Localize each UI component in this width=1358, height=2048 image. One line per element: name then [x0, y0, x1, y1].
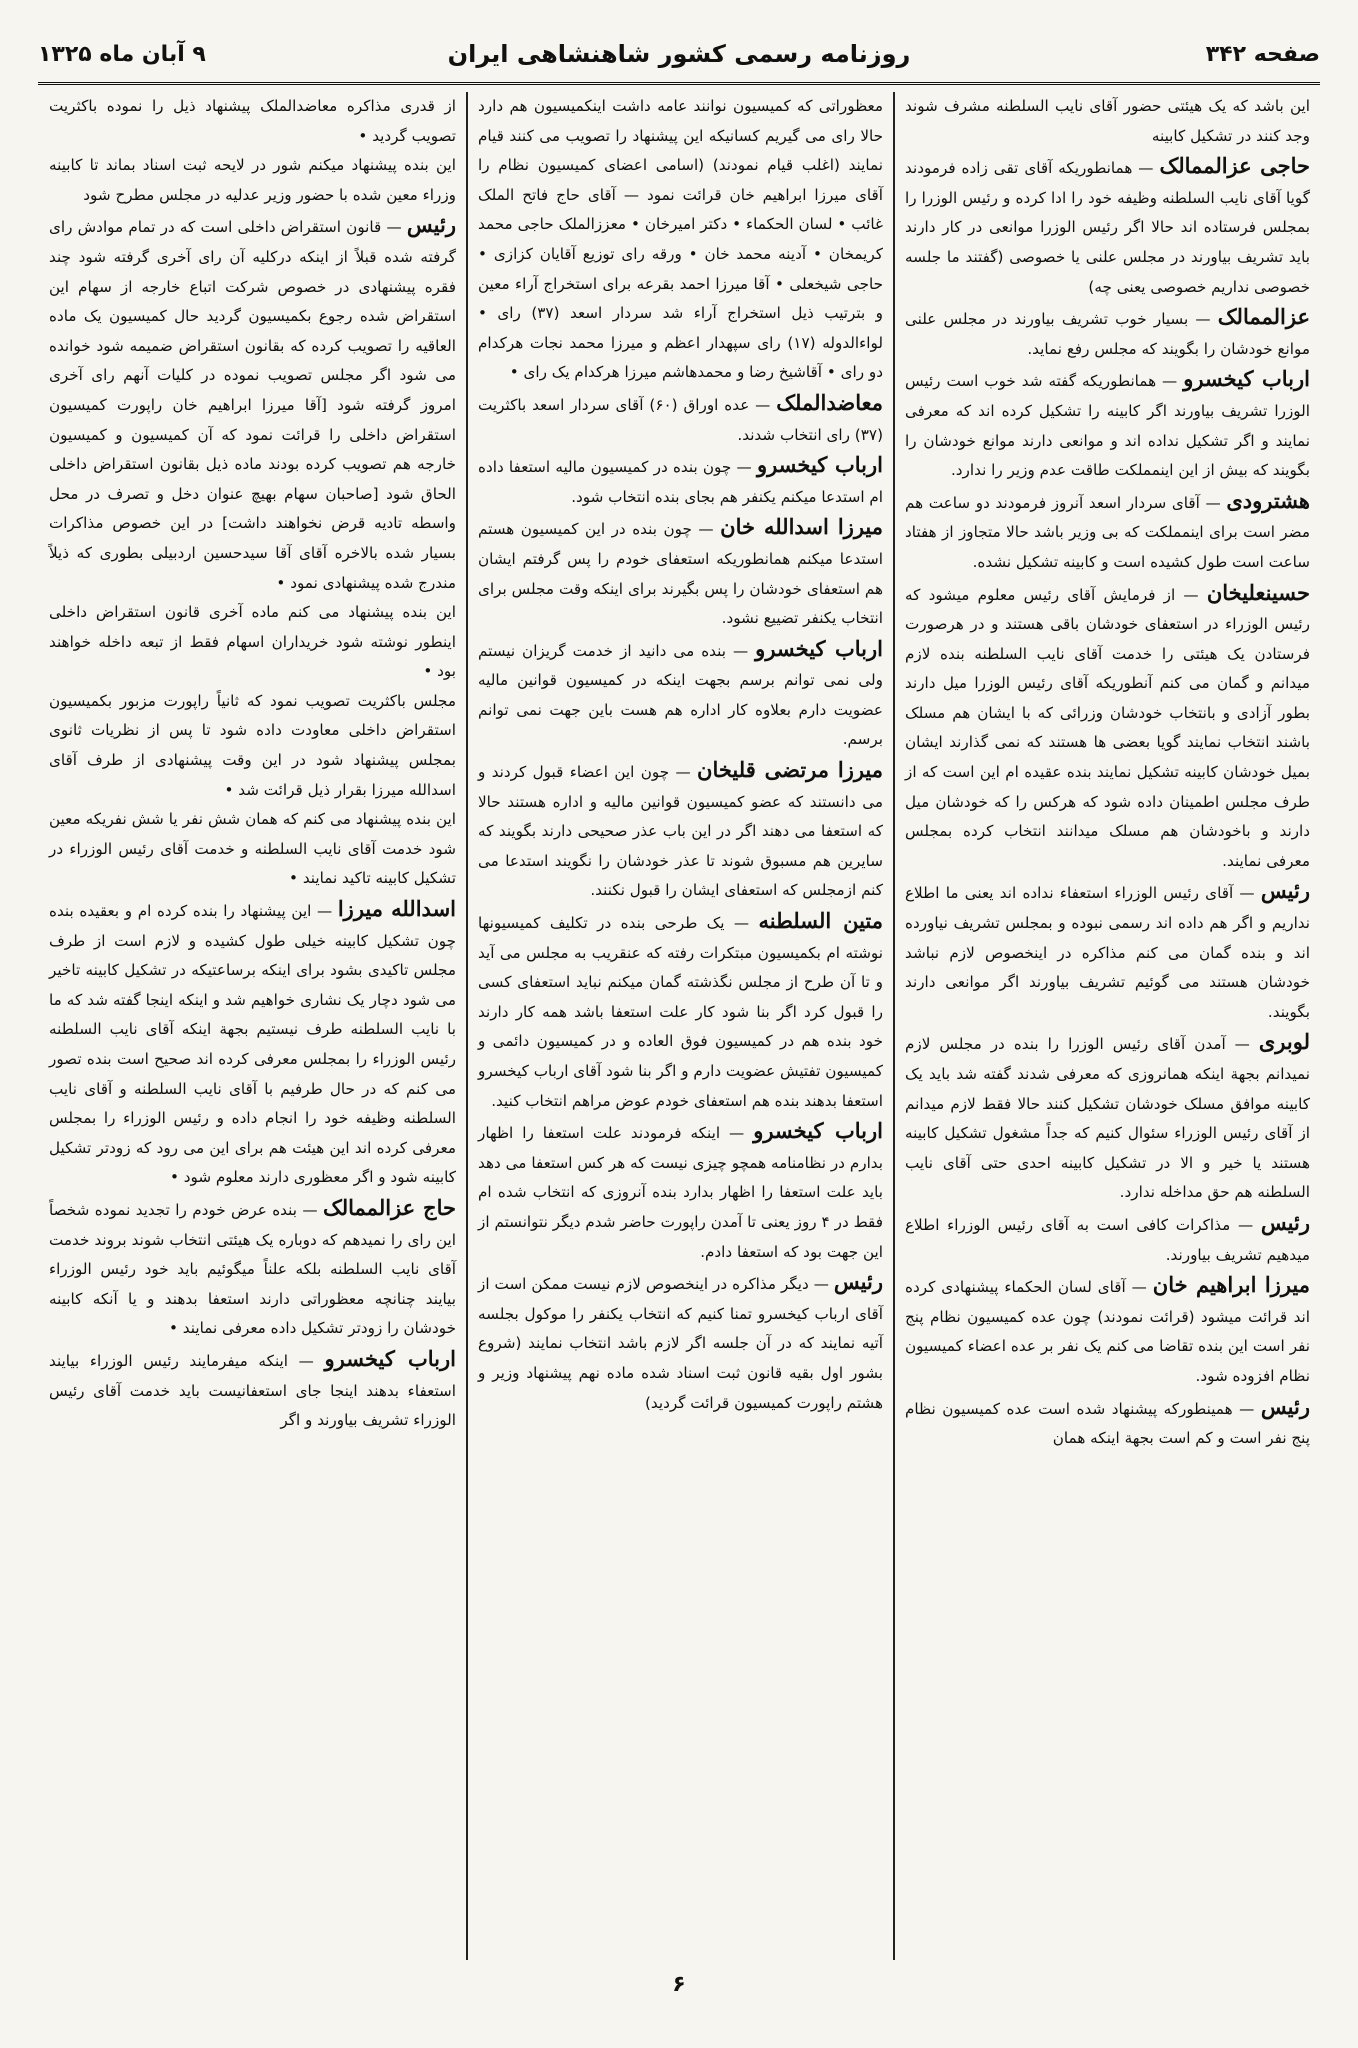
paragraph — [49, 598, 456, 687]
paragraph-text: — بنده عرض خودم را تجدید نموده شخصاً این رای را نمیدهم که دوباره یک هیئتی انتخاب شوند بروند خدمت آقای نایب السلطنه بلکه علناً میگوئیم باید خود رئیس الوزراء بیایند چنانچه معظوراتی دارند استعفا بدهند و یا آنکه کابینه خودشان را زودتر تشکیل داده معرفی نمایند • — [49, 1200, 456, 1338]
paragraph — [905, 151, 1310, 302]
paragraph-text: از قدری مذاکره معاضدالملک پیشنهاد ذیل را نموده باکثریت تصویب گردید • — [49, 97, 456, 145]
paragraph-text: — آقای رئیس الوزراء استعفاء نداده اند یعنی ما اطلاع نداریم و اگر هم داده اند رسمی نبوده و بمجلس تشریف نیاورده اند و بنده گمان می کنم مذاکره در اینخصوص لازم نباشد خودشان هستند می گوئیم تشریف بیاورند اگر موانعی دارند بگویند. — [905, 884, 1310, 1021]
column-left — [39, 92, 466, 1960]
speaker-name: حاج عزالممالک — [322, 1194, 456, 1220]
paragraph-text: — همانطوریکه آقای تقی زاده فرمودند گویا آقای نایب السلطنه وظیفه خود را ادا کرده و رئیس الوزرا را بمجلس فرستاده اند حالا اگر رئیس الوزرا موانعی در کار دارند باید تشریف بیاورند در مجلس علنی یا خصوصی (گفتند ما جلسه خصوصی نداریم خصوصی یعنی چه) — [905, 159, 1310, 296]
speaker-name: ارباب کیخسرو — [756, 452, 884, 478]
paragraph-text: — این پیشنهاد را بنده کرده ام و بعقیده بنده چون تشکیل کابینه خیلی طول کشیده و لازم است از طرف مجلس تاکیدی بشود برای اینکه برساعتیکه در تشکیل کابینه تاخیر می شود دچار یک نشاری خواهیم شد و اینکه اینجا گفته شد که ما با نایب السلطنه طرف نیستیم بجهة اینکه آقای نایب السلطنه رئیس الوزراء را بمجلس معرفی کرده اند صحیح است بنده تصور می کنم که در حال طرفیم با آقای نایب السلطنه و آقای نایب السلطنه وظیفه خود را انجام داده و رئیس الوزراء را بمجلس معرفی کرده اند این هیئت هم برای این می رود که زودتر تشکیل کابینه شود و اگر معظوری دارند معلوم شود • — [49, 902, 456, 1187]
speaker-name: میرزا ابراهیم خان — [1152, 1272, 1311, 1298]
paragraph — [905, 92, 1310, 151]
page-header — [38, 26, 1320, 85]
speaker-name: عزالممالک — [1217, 304, 1310, 330]
paragraph — [478, 755, 883, 906]
paragraph — [905, 486, 1310, 578]
paragraph — [49, 151, 456, 210]
paragraph-text: این بنده پیشنهاد می کنم که همان شش نفر یا شش نفریکه معین شود خدمت آقای نایب السلطنه و خدمت آقای رئیس الوزراء در تشکیل کابینه تاکید نمایند • — [49, 810, 456, 888]
paragraph-text: — مذاکرات کافی است به آقای رئیس الوزراء اطلاع میدهیم تشریف بیاورند. — [905, 1215, 1310, 1264]
paragraph-text: — بنده می دانید از خدمت گریزان نیستم ولی نمی توانم برسم بجهت اینکه در کمیسیون قوانین مالیه عضویت دارم بعلاوه کار اداره هم هست باین جهت نمی توانم برسم. — [478, 641, 883, 749]
paragraph-text: معظوراتی که کمیسیون نوانند عامه داشت اینکمیسیون هم دارد حالا رای می گیریم کسانیکه این پیشنهاد را تصویب می کنند قیام نمایند (اغلب قیام نمودند) (اسامی اعضای کمیسیون نظام را آقای میرزا ابراهیم خان قرائت نمود — آقای حاج فاتح الملک غائب • لسان الحکماء • دکتر امیرخان • معززالملک حاجی محمد کریمخان • آدینه محمد خان • ورقه رای توزیع آقایان کزازی • حاجی شیخعلی • آقا میرزا احمد بقرعه برای استخراج آراء معین و بترتیب ذیل استخراج آراء شد سردار اسعد (۳۷) رای • لواءالدوله (۱۷) رای سپهدار اعظم و میرزا محمد نجات هرکدام دو رای • آقاشیخ رضا و محمدهاشم میرزا هرکدام یک رای • — [478, 97, 883, 382]
newspaper-page — [38, 26, 1320, 2016]
paragraph-text: این بنده پیشنهاد میکنم شور در لایحه ثبت اسناد بماند تا کابینه وزراء معین شده با حضور وزیر عدلیه در مجلس مطرح شود — [49, 156, 456, 204]
paragraph — [905, 1027, 1310, 1208]
paragraph-text: — بسیار خوب تشریف بیاورند در مجلس علنی موانع خودشان را بگویند که مجلس رفع نماید. — [905, 310, 1310, 358]
paragraph — [905, 578, 1310, 877]
speaker-name: ارباب کیخسرو — [324, 1345, 457, 1371]
paragraph-text: — اینکه فرمودند علت استعفا را اظهار بدارم در نظامنامه همچو چیزی نیست که هر کس استعفا می دهد باید علت استعفا را اظهار بدارد بنده آنروزی که انتخاب شده ام فقط در ۴ روز یعنی تا آمدن راپورت حاضر شدم دیگر نتوانستم از این جهت بود که استعفا دادم. — [478, 1124, 883, 1261]
paragraph — [49, 210, 456, 598]
issue-date: ۹ آبان ماه ۱۳۲۵ — [38, 41, 206, 67]
paragraph — [478, 906, 883, 1116]
paragraph-text: — دیگر مذاکره در اینخصوص لازم نیست ممکن است از آقای ارباب کیخسرو تمنا کنیم که انتخاب یکنفر را موکول بجلسه آتیه نمایند که در آن جلسه اگر لازم باشد انتخاب نمایند (شروع بشور اول بقیه قانون ثبت اسناد شده ماده نهم پیشنهاد وزیر و هشتم راپورت کمیسیون قرائت گردید) — [478, 1275, 883, 1412]
speaker-name: ارباب کیخسرو — [1183, 366, 1310, 392]
paragraph-text: — از فرمایش آقای رئیس معلوم میشود که رئیس الوزراء در استعفای خودشان باقی هستند و در هرصورت فرستادن یک هیئتی را خدمت آقای نایب السلطنه بنده لازم میدانم و گمان می کنم آنطوریکه آقای رئیس الوزرا میل دارند بطور آزادی و بانتخاب خودشان وزرائی که با ایشان هم مسلک باشند انتخاب نمایند گویا بعضی ها هستند که نمی گذارند ایشان بمیل خودشان کابینه تشکیل نمایند بنده عقیده ام این است که از طرف مجلس اطمینان داده شود که هرکس را که خودشان میل دارند و باخودشان هم مسلک میدانند انتخاب کرده بمجلس معرفی نمایند. — [905, 585, 1310, 870]
speaker-name: لوبری — [1258, 1029, 1310, 1055]
speaker-name: اسدالله میرزا — [337, 896, 456, 922]
page-number: ۶ — [672, 1972, 686, 1997]
speaker-name: رئیس — [833, 1269, 884, 1295]
paragraph — [49, 894, 456, 1193]
paragraph — [49, 1344, 456, 1436]
paragraph — [49, 92, 456, 151]
speaker-name: ارباب کیخسرو — [755, 635, 884, 661]
paragraph — [478, 388, 883, 450]
speaker-name: رئیس — [406, 212, 457, 238]
speaker-name: رئیس — [1260, 1209, 1310, 1235]
paragraph — [478, 512, 883, 633]
paragraph-text: مجلس باکثریت تصویب نمود که ثانیاً راپورت مزبور بکمیسیون استقراض داخلی معاودت داده شود تا پس از نظریات ثانوی بمجلس پیشنهاد شود در این وقت پیشنهادی از طرف آقای اسدالله میرزا بقرار ذیل قرائت شد • — [49, 691, 456, 799]
paragraph-text: — آقای سردار اسعد آنروز فرمودند دو ساعت هم مضر است برای اینمملکت که بی وزیر باشد حالا متجاوز از هفتاد ساعت است طول کشیده است و کابینه تشکیل نشده. — [905, 493, 1310, 571]
paragraph — [478, 634, 883, 755]
paragraph-text: — چون بنده در کمیسیون مالیه استعفا داده ام استدعا میکنم یکنفر هم بجای بنده انتخاب شود. — [478, 458, 883, 506]
paragraph — [49, 1193, 456, 1344]
paragraph — [905, 1392, 1310, 1454]
paragraph-text: — چون این اعضاء قبول کردند و می دانستند که عضو کمیسیون قوانین مالیه و اداره هستند حالا که استعفا می دهند اگر در این باب عذر صحیحی دارند بگویند که سایرین هم مسبوق شوند تا عذر خودشان را نگویند استدعا می کنم ازمجلس که استعفای ایشان را قبول نکنند. — [478, 763, 883, 900]
paragraph-text: — همینطورکه پیشنهاد شده است عده کمیسیون نظام پنج نفر است و کم است بجهة اینکه همان — [905, 1399, 1310, 1448]
column-middle — [466, 92, 893, 1960]
speaker-name: هشترودی — [1226, 487, 1311, 513]
paragraph — [478, 1267, 883, 1418]
page-footer — [38, 1972, 1320, 2016]
paragraph-text: — یک طرحی بنده در تکلیف کمیسیونها نوشته ام بکمیسیون مبتکرات رفته که عنقریب به مجلس می آید و تا آن طرح از مجلس نگذشته گمان میکنم نباید استعفای کسی را قبول کرد اگر بنا شود کار علت استعفا باشد همه کار دارند خود بنده هم در کمیسیون فوق العاده و در کمیسیون دائمی و کمیسیون تفتیش عضویت دارم و اگر بنا شود آقای ارباب کیخسرو استعفا بدهند بنده هم استعفای خودم عوض مراهم انتخاب کنید. — [478, 914, 883, 1110]
paragraph-text: — قانون استقراض داخلی است که در تمام موادش رای گرفته شده قبلاً از اینکه درکلیه آن رای آخری گرفته شود چند فقره پیشنهادی در خصوص شرکت اتباع خارجه از سهام این استقراض شده رجوع بکمیسیون گردید حال کمیسیون یک ماده العاقیه را تصویب کرده که بقانون استقراض ضمیمه شود خوانده می شود اگر مجلس تصویب نموده در کلیات آنهم رای آخری امروز گرفته شود [آقا میرزا ابراهیم خان راپورت کمیسیون استقراض داخلی را قرائت نمود که آن کمیسیون و کمیسیون خارجه هم تصویب کرده بودند ماده ذیل بقانون استقراض داخلی الحاق شود [صاحبان سهام بهیچ عنوان دخل و تصرف در محل واسطه تادیه قرض نخواهند داشت] در این خصوص مذاکرات بسیار شده بالاخره آقای آقا سیدحسین اردبیلی بطوری که ذیلاً مندرج شده پیشنهادی نمود • — [49, 218, 456, 592]
paragraph — [49, 805, 456, 894]
speaker-name: ارباب کیخسرو — [753, 1118, 883, 1144]
speaker-name: معاضدالملک — [776, 389, 883, 415]
speaker-name: میرزا اسدالله خان — [720, 514, 884, 540]
paragraph-text: — عده اوراق (۶۰) آقای سردار اسعد باکثریت (۳۷) رای انتخاب شدند. — [478, 395, 883, 444]
paragraph-text: — چون بنده در این کمیسیون هستم استدعا میکنم همانطوریکه استعفای خودم را پس گرفتم ایشان هم استعفای خودشان را پس بگیرند برای اینکه وقت مجلس برای انتخاب یکنفر تضییع نشود. — [478, 520, 883, 628]
paragraph — [905, 364, 1310, 485]
paragraph-text: — آقای لسان الحکماء پیشنهادی کرده اند قرائت میشود (قرائت نمودند) چون عده کمیسیون نظام پنج نفر است این بنده تقاضا می کنم یک نفر بر عده اعضاء کمیسیون نظام افزوده شود. — [905, 1278, 1310, 1385]
speaker-name: میرزا مرتضی قلیخان — [697, 757, 884, 783]
speaker-name: رئیس — [1260, 878, 1310, 904]
paragraph — [905, 302, 1310, 364]
page-label: صفحه ۳۴۲ — [1205, 41, 1320, 67]
paragraph — [478, 1116, 883, 1267]
column-right — [893, 92, 1320, 1960]
speaker-name: متین السلطنه — [758, 908, 883, 934]
paragraph-text: — همانطوریکه گفته شد خوب است رئیس الوزرا تشریف بیاورند اگر کابینه را تشکیل کرده اند که معرفی نمایند و اگر تشکیل نداده اند و موانعی دارند موانع خودشان را بگویند که بیش از این اینمملکت طاقت عدم وزیر را ندارد. — [905, 372, 1310, 480]
speaker-name: رئیس — [1260, 1393, 1310, 1419]
speaker-name: حسینعلیخان — [1206, 579, 1310, 605]
columns-container — [38, 92, 1320, 1960]
paragraph — [905, 1270, 1310, 1391]
paragraph — [49, 687, 456, 805]
paragraph-text: این باشد که یک هیئتی حضور آقای نایب السلطنه مشرف شوند وجد کنند در تشکیل کابینه — [905, 97, 1310, 145]
paragraph-text: — اینکه میفرمایند رئیس الوزراء بیایند استعفاء بدهند اینجا جای استعفانیست باید خدمت آقای رئیس الوزراء تشریف بیاورند و اگر — [49, 1351, 456, 1430]
speaker-name: حاجی عزالممالک — [1159, 153, 1310, 179]
paragraph-text: این بنده پیشنهاد می کنم ماده آخری قانون استقراض داخلی اینطور نوشته شود خریداران اسهام فقط از تبعه داخله خواهند بود • — [49, 603, 456, 681]
paragraph — [905, 1208, 1310, 1270]
paragraph — [905, 876, 1310, 1027]
newspaper-title: روزنامه رسمی کشور شاهنشاهی ایران — [447, 40, 911, 68]
paragraph — [478, 450, 883, 512]
paragraph — [478, 92, 883, 388]
paragraph-text: — آمدن آقای رئیس الوزرا را بنده در مجلس لازم نمیدانم بجهة اینکه همانروزی که معرفی شدند گفته شد باید یک کابینه موافق مسلک خودشان تشکیل کنند حالا فقط لازم میدانم از آقای رئیس الوزراء سئوال کنیم که جداً مشغول تشکیل کابینه هستند یا خیر و الا در تشکیل کابینه احدی حتی آقای نایب السلطنه هم حق مداخله ندارد. — [905, 1035, 1310, 1202]
